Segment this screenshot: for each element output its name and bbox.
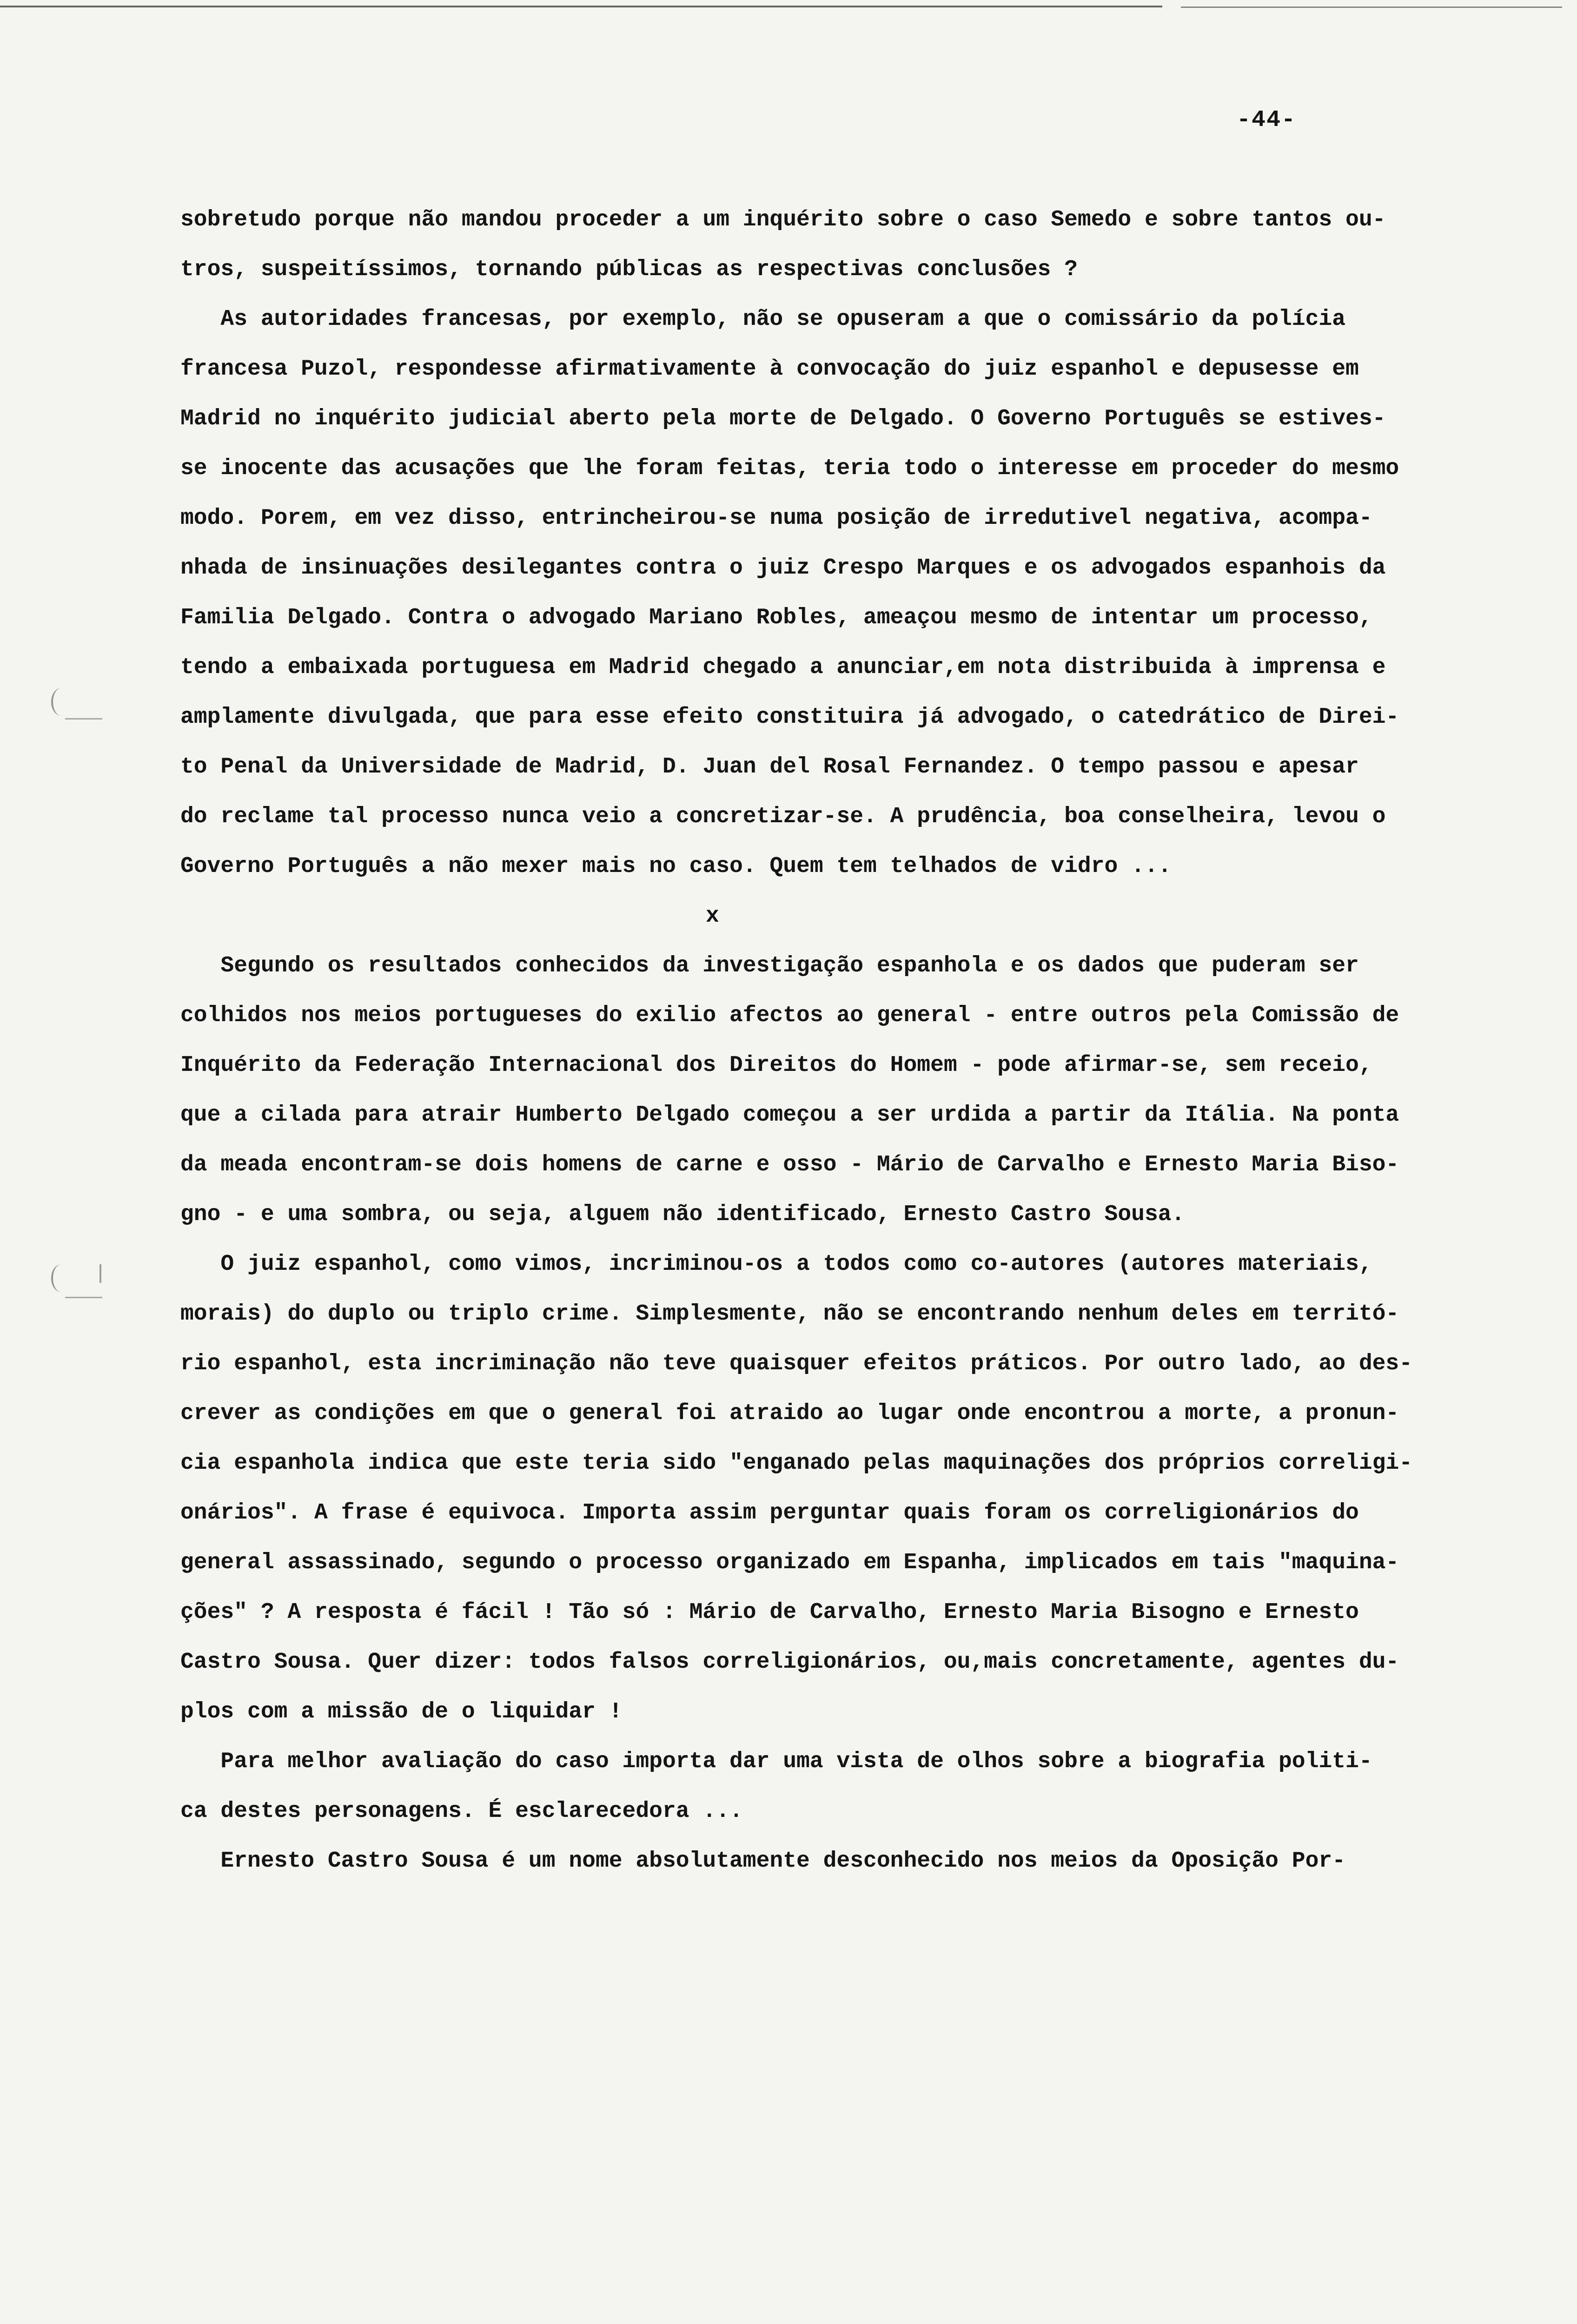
text-line: se inocente das acusações que lhe foram feitas, teria todo o interesse em proceder do mesmo (180, 456, 1399, 481)
section-separator: x (706, 904, 719, 929)
text-line: da meada encontram-se dois homens de carne e osso - Mário de Carvalho e Ernesto Maria Biso- (180, 1152, 1399, 1177)
punch-hole-tail (65, 718, 102, 720)
text-line: sobretudo porque não mandou proceder a um inquérito sobre o caso Semedo e sobre tantos ou- (180, 207, 1386, 232)
text-line: tros, suspeitíssimos, tornando públicas as respectivas conclusões ? (180, 257, 1078, 282)
text-line: Madrid no inquérito judicial aberto pela morte de Delgado. O Governo Português se estives- (180, 406, 1386, 431)
page-number: -44- (1237, 107, 1297, 133)
body-text (180, 195, 1515, 1886)
text-line: Ernesto Castro Sousa é um nome absolutamente desconhecido nos meios da Oposição Por- (180, 1849, 1346, 1874)
text-line: O juiz espanhol, como vimos, incriminou-os a todos como co-autores (autores materiais, (180, 1252, 1372, 1277)
text-line: general assassinado, segundo o processo organizado em Espanha, implicados em tais "maquina- (180, 1550, 1399, 1575)
text-line: do reclame tal processo nunca veio a concretizar-se. A prudência, boa conselheira, levou o (180, 804, 1386, 829)
text-line: nhada de insinuações desilegantes contra o juiz Crespo Marques e os advogados espanhois da (180, 555, 1386, 581)
text-line: francesa Puzol, respondesse afirmativamente à convocação do juiz espanhol e depusesse em (180, 357, 1359, 382)
text-line: gno - e uma sombra, ou seja, alguem não identificado, Ernesto Castro Sousa. (180, 1202, 1185, 1227)
text-line: to Penal da Universidade de Madrid, D. Juan del Rosal Fernandez. O tempo passou e apesar (180, 754, 1359, 779)
text-line: amplamente divulgada, que para esse efeito constituira já advogado, o catedrático de Direi- (180, 705, 1399, 730)
text-line: Castro Sousa. Quer dizer: todos falsos correligionários, ou,mais concretamente, agentes du- (180, 1650, 1399, 1675)
text-line: morais) do duplo ou triplo crime. Simplesmente, não se encontrando nenhum deles em territó- (180, 1301, 1399, 1327)
punch-hole-mark (51, 688, 72, 716)
text-line: onários". A frase é equivoca. Importa assim perguntar quais foram os correligionários do (180, 1500, 1359, 1525)
text-line: tendo a embaixada portuguesa em Madrid chegado a anunciar,em nota distribuida à imprensa e (180, 655, 1386, 680)
text-line: As autoridades francesas, por exemplo, não se opuseram a que o comissário da polícia (180, 307, 1346, 332)
text-line: Familia Delgado. Contra o advogado Mariano Robles, ameaçou mesmo de intentar um processo, (180, 605, 1372, 630)
text-line: ca destes personagens. É esclarecedora ... (180, 1799, 743, 1824)
text-line: Inquérito da Federação Internacional dos Direitos do Homem - pode afirmar-se, sem receio, (180, 1053, 1372, 1078)
text-line: Para melhor avaliação do caso importa dar uma vista de olhos sobre a biografia politi- (180, 1749, 1372, 1774)
top-edge-rule-right (1181, 7, 1562, 8)
punch-hole-mark-lower (51, 1264, 72, 1292)
punch-hole-tail-lower (65, 1297, 102, 1298)
text-line: plos com a missão de o liquidar ! (180, 1699, 623, 1724)
margin-mark (91, 1264, 101, 1283)
text-line: ções" ? A resposta é fácil ! Tão só : Mário de Carvalho, Ernesto Maria Bisogno e Ernesto (180, 1600, 1359, 1625)
text-line: cia espanhola indica que este teria sido "enganado pelas maquinações dos próprios correligi- (180, 1451, 1413, 1476)
text-line: Segundo os resultados conhecidos da investigação espanhola e os dados que puderam ser (180, 953, 1359, 978)
text-line: rio espanhol, esta incriminação não teve quaisquer efeitos práticos. Por outro lado, ao des- (180, 1351, 1413, 1376)
text-line: Governo Português a não mexer mais no caso. Quem tem telhados de vidro ... (180, 854, 1172, 879)
text-line: crever as condições em que o general foi atraido ao lugar onde encontrou a morte, a pronun- (180, 1401, 1399, 1426)
text-line: modo. Porem, em vez disso, entrincheirou-se numa posição de irredutivel negativa, acompa- (180, 506, 1372, 531)
top-edge-rule (0, 6, 1162, 7)
text-line: que a cilada para atrair Humberto Delgado começou a ser urdida a partir da Itália. Na ponta (180, 1103, 1399, 1128)
text-line: colhidos nos meios portugueses do exilio afectos ao general - entre outros pela Comissão de (180, 1003, 1399, 1028)
